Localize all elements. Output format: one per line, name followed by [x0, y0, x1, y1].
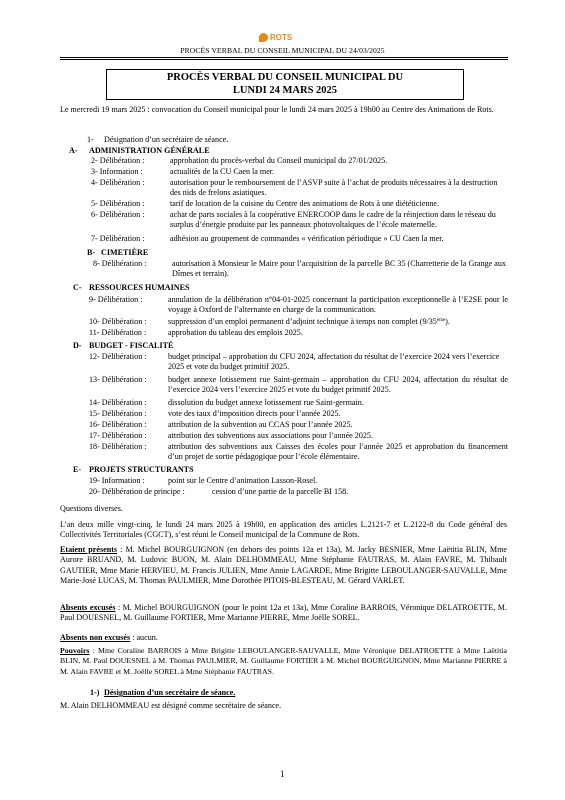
item-10-tail: ). [445, 317, 450, 326]
item-text: approbation du procès-verbal du Conseil municipal du 27/01/2025. [170, 156, 388, 165]
item-label: 12- Délibération : [89, 352, 147, 361]
secretary-text: M. Alain DELHOMMEAU est désigné comme secrétaire de séance. [60, 701, 282, 710]
item-label: 4- Délibération : [91, 178, 145, 187]
item-text [168, 317, 450, 327]
item-label: 5- Délibération : [91, 199, 145, 208]
item-text: actualités de la CU Caen la mer. [170, 167, 275, 176]
title-line-2: LUNDI 24 MARS 2025 [232, 85, 338, 96]
section-c-letter: C- [73, 283, 82, 292]
item-label: 13- Délibération : [89, 375, 147, 384]
rots-logo-icon [259, 32, 268, 42]
item-text: autorisation à Monsieur le Maire pour l’acquisition de la parcelle BC 35 (Charretterie de la Grange aux Dîmes et terrain). [172, 259, 506, 279]
questions-diverses: Questions diverses. [60, 504, 123, 513]
item-label: 19- Information : [89, 476, 145, 485]
non-excuses-paragraph [60, 633, 158, 643]
pouvoirs-paragraph [60, 646, 507, 677]
item-text: cession d’une partie de la parcelle BI 158. [212, 487, 349, 496]
item-1-number: 1- [87, 135, 94, 144]
presents-label: Etaient présents [60, 545, 118, 554]
item-label: 6- Délibération : [91, 210, 145, 219]
item-1-text: Désignation d’un secrétaire de séance. [104, 135, 229, 144]
excuses-text: : M. Michel BOURGUIGNON (pour le point 12a et 13a), Mme Coraline BARROIS, Véronique DELATROETTE, M. Paul DOUESNEL, M. Guillaume FORTIER, Mme Marianne PIERRE, Mme Joëlle SOREL. [60, 603, 507, 623]
item-label: 2- Délibération : [91, 156, 145, 165]
pouvoirs-label: Pouvoirs [60, 646, 90, 655]
section-e-letter: E- [73, 465, 82, 474]
item-text: annulation de la délibération n°04-01-2025 concernant la participation exceptionnelle à l’E2SE pour le voyage à Oxford de l’alternante en charge de la communication. [168, 295, 508, 315]
section-b-title: CIMETIÈRE [101, 248, 149, 257]
item-text: approbation du tableau des emplois 2025. [168, 328, 303, 337]
section-d-title: BUDGET - FISCALITÉ [89, 341, 174, 350]
header-rule [60, 57, 508, 58]
item-10-sup: ème [436, 318, 446, 323]
item-10-text: suppression d’un emploi permanent d’adjoint technique à temps non complet (9/35 [168, 317, 437, 326]
logo-text: ROTS [270, 32, 293, 42]
item-text: attribution des subventions aux Caisses des écoles pour l’année 2025 et approbation du financement d’un projet de sortie pédagogique pour l’école élémentaire. [168, 442, 508, 462]
item-text: point sur le Centre d’animation Lasson-Rosel. [168, 476, 318, 485]
item-text: achat de parts sociales à la coopérative ENERCOOP dans le cadre de la réinjection dans le réseau du surplus d’énergie produite par les panneaux photovoltaïques de l’école maternelle. [170, 210, 496, 230]
item-text: vote des taux d’imposition directs pour l’année 2025. [168, 409, 341, 418]
section-a-letter: A- [69, 146, 78, 155]
item-text: autorisation pour le remboursement de l’ASVP suite à l’achat de produits nécessaires à la destruction des nids de frelons asiatiques. [170, 178, 498, 198]
item-label: 9- Délibération : [89, 295, 143, 304]
item-label: 11- Délibération : [89, 328, 147, 337]
item-label: 20- Délibération de principe : [89, 487, 185, 496]
page-title [106, 69, 464, 100]
item-label: 14- Délibération : [89, 398, 147, 407]
presents-text: : M. Michel BOURGUIGNON (en dehors des points 12a et 13a), M. Jacky BESNIER, Mme Laëtitia BLIN, Mme Aurore BRUAND, M. Ludovic BUON, M. Alain DELHOMMEAU, Mme Stéphanie FAUTRAS, M. Alain FAVRE, M. Thibault GAUTIER, Mme Marie HERVIEU, M. Francis JULIEN, Mme Annie LAGARDE, Mme Brigitte LEBOULANGER-SAUVALLE, Mme Marie-José LUCAS, M. Thomas PAULMIER, Mme Dorothée PITOIS-BLESTEAU, M. Gérard VARLET. [60, 545, 507, 585]
presents-paragraph [60, 545, 507, 586]
section-c-title: RESSOURCES HUMAINES [89, 283, 190, 292]
item-label: 16- Délibération : [89, 420, 147, 429]
excuses-label: Absents excusés [60, 603, 116, 612]
section-b-letter: B- [87, 248, 96, 257]
pouvoirs-text: : Mme Coraline BARROIS à Mme Brigitte LEBOULANGER-SAUVALLE, Mme Véronique DELATROETTE à Mme Laëtitia BLIN, M. Paul DOUESNEL à M. Thomas PAULMIER, M. Guillaume FORTIER à M. Michel BOURGUIGNON, Mme Marianne PIERRE à M. Alain FAVRE et M. Joëlle SOREL à Mme Stéphanie FAUTRAS. [60, 646, 507, 676]
header-rule-2 [60, 59, 508, 60]
item-text: budget principal – approbation du CFU 2024, affectation du résultat de l’exercice 2024 vers l’exercice 2025 et vote du budget primitif 2025. [168, 352, 500, 372]
item-text: dissolution du budget annexe lotissement rue Saint-germain. [168, 398, 364, 407]
non-excuses-text: : aucun. [130, 633, 158, 642]
item-text: tarif de location de la cuisine du Centre des animations de Rots à une diététicienne. [170, 199, 440, 208]
item-text: attribution de la subvention au CCAS pour l’année 2025. [168, 420, 353, 429]
title-line-1: PROCÈS VERBAL DU CONSEIL MUNICIPAL DU [166, 72, 404, 83]
item-text: adhésion au groupement de commandes « vérification périodique » CU Caen la mer. [170, 234, 444, 243]
rots-logo [259, 30, 292, 44]
section-a-title: ADMINISTRATION GÉNÉRALE [89, 146, 210, 155]
excuses-paragraph [60, 603, 507, 624]
item-text: attribution des subventions aux associations pour l’année 2025. [168, 431, 374, 440]
running-header: PROCÈS VERBAL DU CONSEIL MUNICIPAL DU 24/03/2025 [180, 46, 385, 55]
item-text: budget annexe lotissement rue Saint-germain – approbation du CFU 2024, affectation du résultat de l’exercice 2024 vers l’exercice 2025 et vote du budget primitif 2025. [168, 375, 508, 395]
item-label: 17- Délibération : [89, 431, 147, 440]
secretary-heading: Désignation d’un secrétaire de séance. [104, 688, 236, 697]
item-label: 15- Délibération : [89, 409, 147, 418]
non-excuses-label: Absents non excusés [60, 633, 131, 642]
item-label: 7- Délibération : [91, 234, 145, 243]
section-e-title: PROJETS STRUCTURANTS [89, 465, 194, 474]
intro-paragraph: Le mercredi 19 mars 2025 : convocation du Conseil municipal pour le lundi 24 mars 2025 à 19h00 au Centre des Animations de Rots. [60, 105, 494, 114]
item-label: 8- Délibération : [93, 259, 147, 268]
section-d-letter: D- [73, 341, 82, 350]
item-label: 3- Information : [91, 167, 143, 176]
secretary-heading-number: 1-) [90, 688, 100, 697]
item-label: 10- Délibération : [89, 317, 147, 326]
item-label: 18- Délibération : [89, 442, 147, 451]
opening-paragraph: L’an deux mille vingt-cinq, le lundi 24 mars 2025 à 19h00, en application des articles L.2121-7 et L.2122-8 du Code général des Collectivités Territoriales (CGCT), s’est réuni le Conseil municipal de la Commune de Rots. [60, 520, 507, 540]
page-number: 1 [280, 769, 285, 779]
